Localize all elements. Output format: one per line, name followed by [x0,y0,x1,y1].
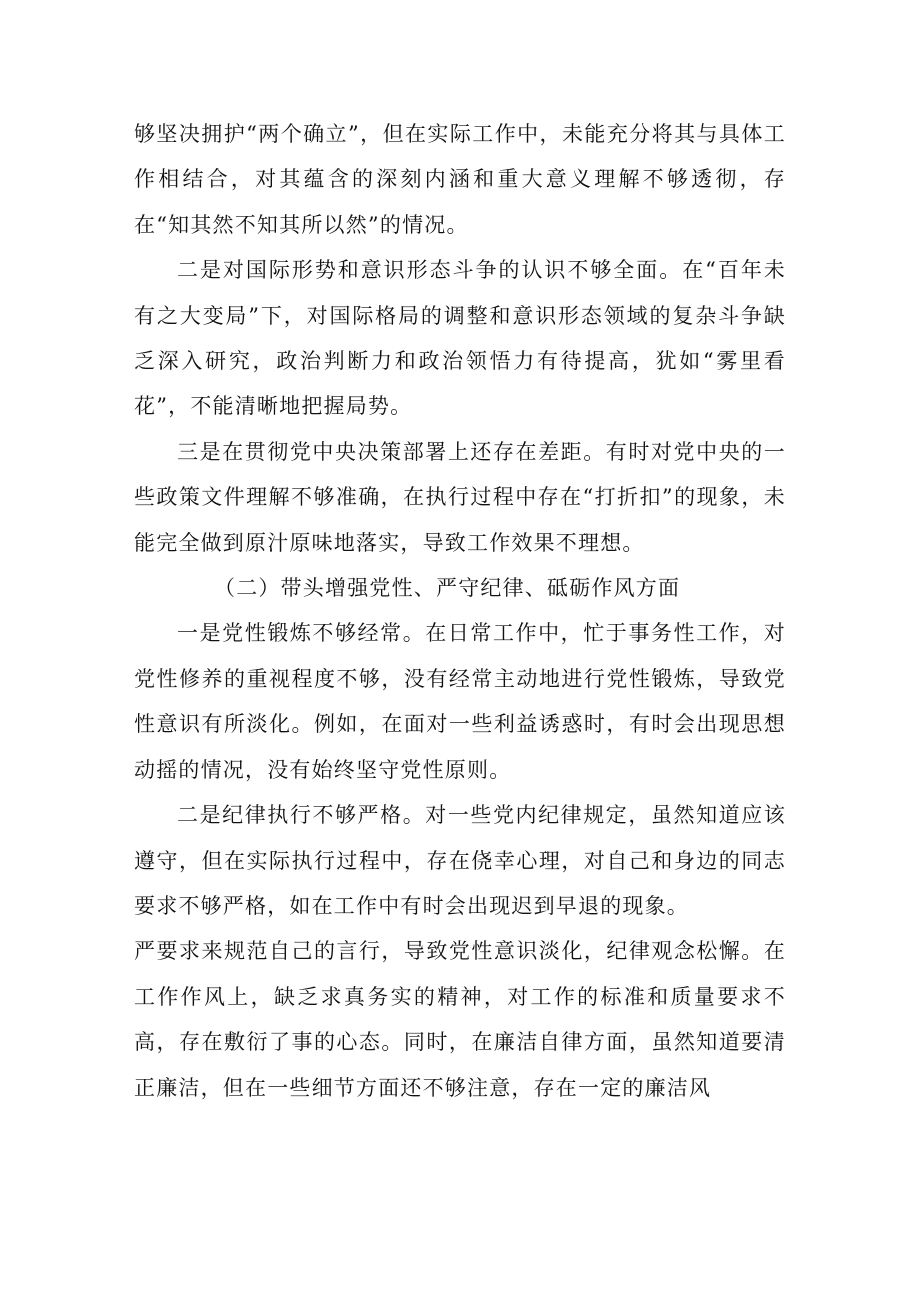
section-heading: （二）带头增强党性、严守纪律、砥砺作风方面 [214,576,681,601]
paragraph-discipline: 二是纪律执行不够严格。对一些党内纪律规定，虽然知道应该遵守，但在实际执行过程中，存在侥幸心理，对自己和身边的同志要求不够严格，如在工作中有时会出现迟到早退的现象。 [134,803,786,918]
paragraph-point-two: 二是对国际形势和意识形态斗争的认识不够全面。在“百年未有之大变局”下，对国际格局的调整和意识形态领域的复杂斗争缺乏深入研究，政治判断力和政治领悟力有待提高，犹如“雾里看花”，不能清晰地把握局势。 [134,258,786,419]
document-body [134,112,786,1111]
paragraph-continued: 够坚决拥护“两个确立”，但在实际工作中，未能充分将其与具体工作相结合，对其蕴含的深刻内涵和重大意义理解不够透彻，存在“知其然不知其所以然”的情况。 [134,122,786,237]
paragraph-work-style: 严要求来规范自己的言行，导致党性意识淡化，纪律观念松懈。在工作作风上，缺乏求真务实的精神，对工作的标准和质量要求不高，存在敷衍了事的心态。同时，在廉洁自律方面，虽然知道要清正廉洁，但在一些细节方面还不够注意，存在一定的廉洁风 [134,939,786,1100]
paragraph-point-three: 三是在贯彻党中央决策部署上还存在差距。有时对党中央的一些政策文件理解不够准确，在执行过程中存在“打折扣”的现象，未能完全做到原汁原味地落实，导致工作效果不理想。 [134,439,786,555]
paragraph-party-spirit: 一是党性锻炼不够经常。在日常工作中，忙于事务性工作，对党性修养的重视程度不够，没有经常主动地进行党性锻炼，导致党性意识有所淡化。例如，在面对一些利益诱惑时，有时会出现思想动摇的情况，没有始终坚守党性原则。 [134,621,786,782]
